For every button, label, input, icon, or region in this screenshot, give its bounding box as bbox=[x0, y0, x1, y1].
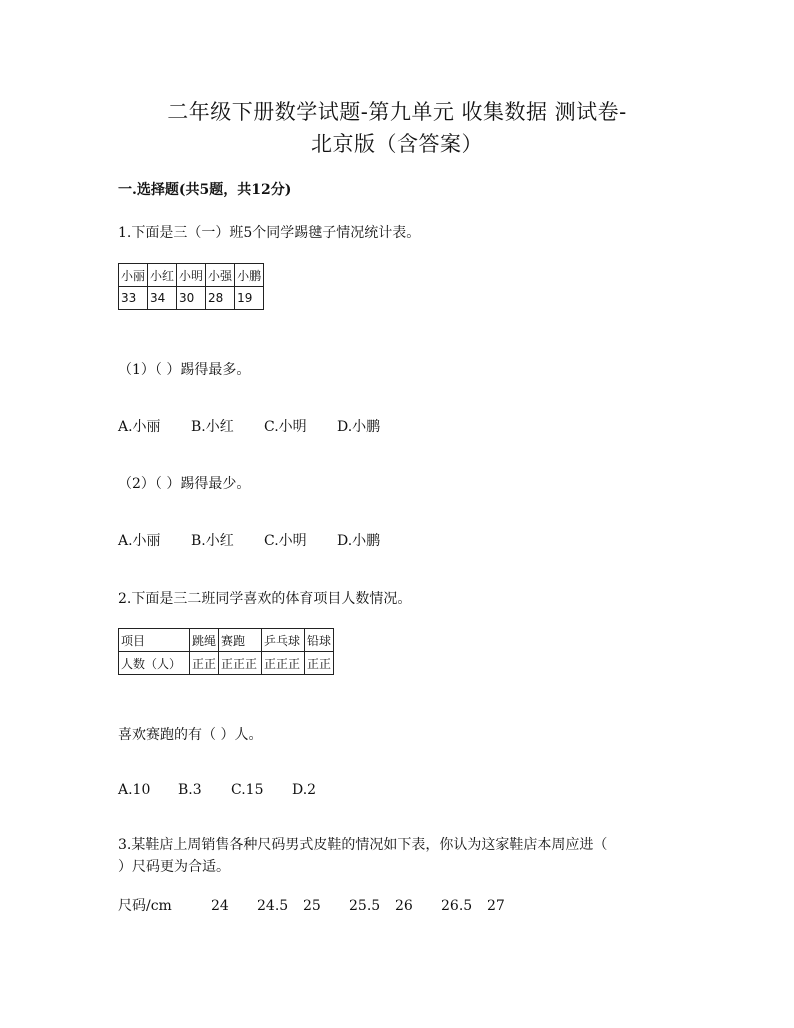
table-cell: 人数（人） bbox=[119, 652, 190, 675]
size-value: 26 bbox=[395, 898, 413, 914]
document-title-line-1: 二年级下册数学试题-第九单元 收集数据 测试卷- bbox=[167, 100, 627, 124]
size-value: 24.5 bbox=[257, 898, 289, 914]
question-3-stem-line-1: 3.某鞋店上周销售各种尺码男式皮鞋的情况如下表，你认为这家鞋店本周应进（ bbox=[118, 837, 608, 853]
question-1-sub-1-prompt: （1）（ ）踢得最多。 bbox=[118, 362, 251, 378]
size-label: 尺码/cm bbox=[118, 898, 172, 914]
table-cell: 30 bbox=[177, 287, 206, 310]
table-cell: 34 bbox=[148, 287, 177, 310]
question-2-options bbox=[118, 782, 316, 798]
table-cell: 28 bbox=[206, 287, 235, 310]
question-1-sub-1-options bbox=[118, 416, 380, 436]
question-3-stem-line-2: ）尺码更为合适。 bbox=[118, 859, 230, 875]
table-row bbox=[119, 287, 264, 310]
table-header-cell: 铅球 bbox=[305, 629, 334, 652]
option-d[interactable]: D.小鹏 bbox=[337, 533, 381, 549]
table-header-cell: 赛跑 bbox=[219, 629, 262, 652]
table-header-cell: 跳绳 bbox=[190, 629, 219, 652]
question-1-stem: 1.下面是三（一）班5个同学踢毽子情况统计表。 bbox=[118, 225, 421, 241]
table-header-cell: 小鹏 bbox=[235, 264, 264, 287]
size-value: 25 bbox=[303, 898, 321, 914]
option-b[interactable]: B.小红 bbox=[191, 533, 234, 549]
size-value: 24 bbox=[211, 898, 229, 914]
table-header-cell: 小红 bbox=[148, 264, 177, 287]
table-header-cell: 小强 bbox=[206, 264, 235, 287]
question-1-sub-2-prompt: （2）（ ）踢得最少。 bbox=[118, 476, 251, 492]
table-cell: 33 bbox=[119, 287, 148, 310]
table-header-cell: 项目 bbox=[119, 629, 190, 652]
table-cell: 正正 bbox=[190, 652, 219, 675]
table-header-row bbox=[119, 629, 334, 652]
option-c[interactable]: C.15 bbox=[231, 782, 264, 798]
question-2-prompt: 喜欢赛跑的有（ ）人。 bbox=[118, 727, 263, 743]
table-cell: 19 bbox=[235, 287, 264, 310]
table-cell: 正正正 bbox=[262, 652, 305, 675]
section-heading: 一.选择题(共5题，共12分) bbox=[118, 182, 292, 198]
option-d[interactable]: D.小鹏 bbox=[337, 419, 381, 435]
question-1-table bbox=[118, 263, 264, 310]
table-cell: 正正正 bbox=[219, 652, 262, 675]
option-c[interactable]: C.小明 bbox=[264, 419, 307, 435]
option-b[interactable]: B.3 bbox=[178, 782, 202, 798]
option-b[interactable]: B.小红 bbox=[191, 419, 234, 435]
size-value: 25.5 bbox=[349, 898, 381, 914]
table-cell: 正正 bbox=[305, 652, 334, 675]
table-header-cell: 小明 bbox=[177, 264, 206, 287]
question-2-table bbox=[118, 628, 334, 675]
question-1-sub-2-options bbox=[118, 530, 380, 550]
table-header-row bbox=[119, 264, 264, 287]
document-title-line-2: 北京版（含答案） bbox=[311, 132, 483, 156]
table-row bbox=[119, 652, 334, 675]
size-value: 27 bbox=[487, 898, 505, 914]
option-a[interactable]: A.10 bbox=[118, 782, 151, 798]
option-a[interactable]: A.小丽 bbox=[118, 533, 161, 549]
option-c[interactable]: C.小明 bbox=[264, 533, 307, 549]
option-d[interactable]: D.2 bbox=[292, 782, 317, 798]
question-2-stem: 2.下面是三二班同学喜欢的体育项目人数情况。 bbox=[118, 591, 412, 607]
table-header-cell: 乒乓球 bbox=[262, 629, 305, 652]
question-3-size-row bbox=[118, 895, 505, 915]
size-value: 26.5 bbox=[441, 898, 473, 914]
table-header-cell: 小丽 bbox=[119, 264, 148, 287]
option-a[interactable]: A.小丽 bbox=[118, 419, 161, 435]
